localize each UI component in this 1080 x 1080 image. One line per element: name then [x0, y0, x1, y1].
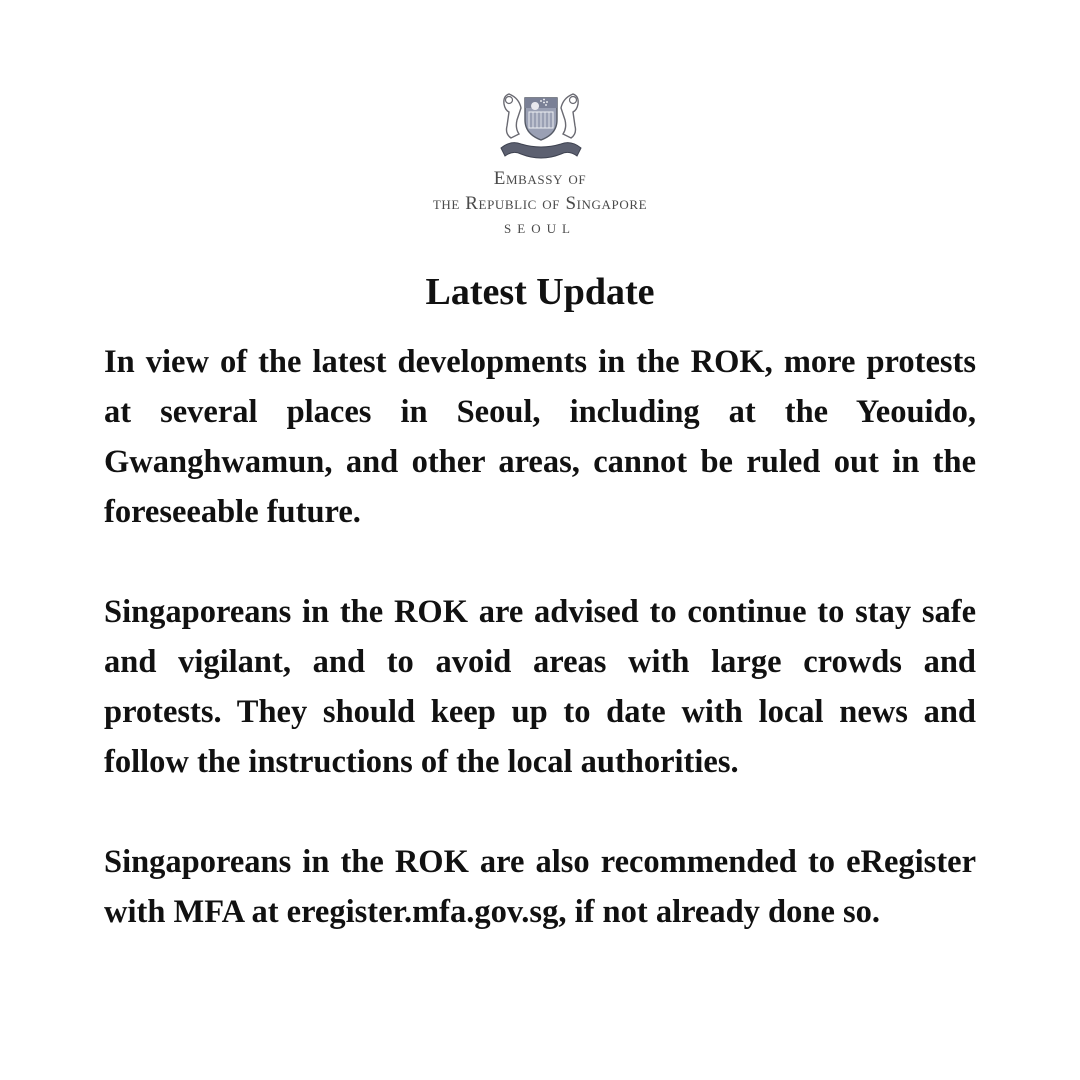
embassy-name-line-1: Embassy of — [493, 168, 587, 189]
embassy-city: SEOUL — [504, 221, 576, 236]
embassy-name-line-2: the Republic of Singapore — [432, 193, 648, 214]
paragraph-advice: Singaporeans in the ROK are advised to continue to stay safe and vigilant, and to avoid areas with large crowds and protests. They should keep up to date with local news and follow the instructions of the local authorities. — [104, 594, 976, 780]
singapore-coat-of-arms-icon — [495, 84, 587, 164]
paragraph-protests: In view of the latest developments in the ROK, more protests at several places in Seoul, including at the Yeouido, Gwanghwamun, and other areas, cannot be ruled out in the foreseeable future. — [104, 344, 976, 530]
announcement-body — [104, 337, 976, 937]
paragraph-eregister: Singaporeans in the ROK are also recommended to eRegister with MFA at eregister.mfa.gov.sg, if not already done so. — [104, 844, 976, 930]
page-title: Latest Update — [425, 271, 655, 313]
embassy-name-block — [0, 166, 1080, 240]
